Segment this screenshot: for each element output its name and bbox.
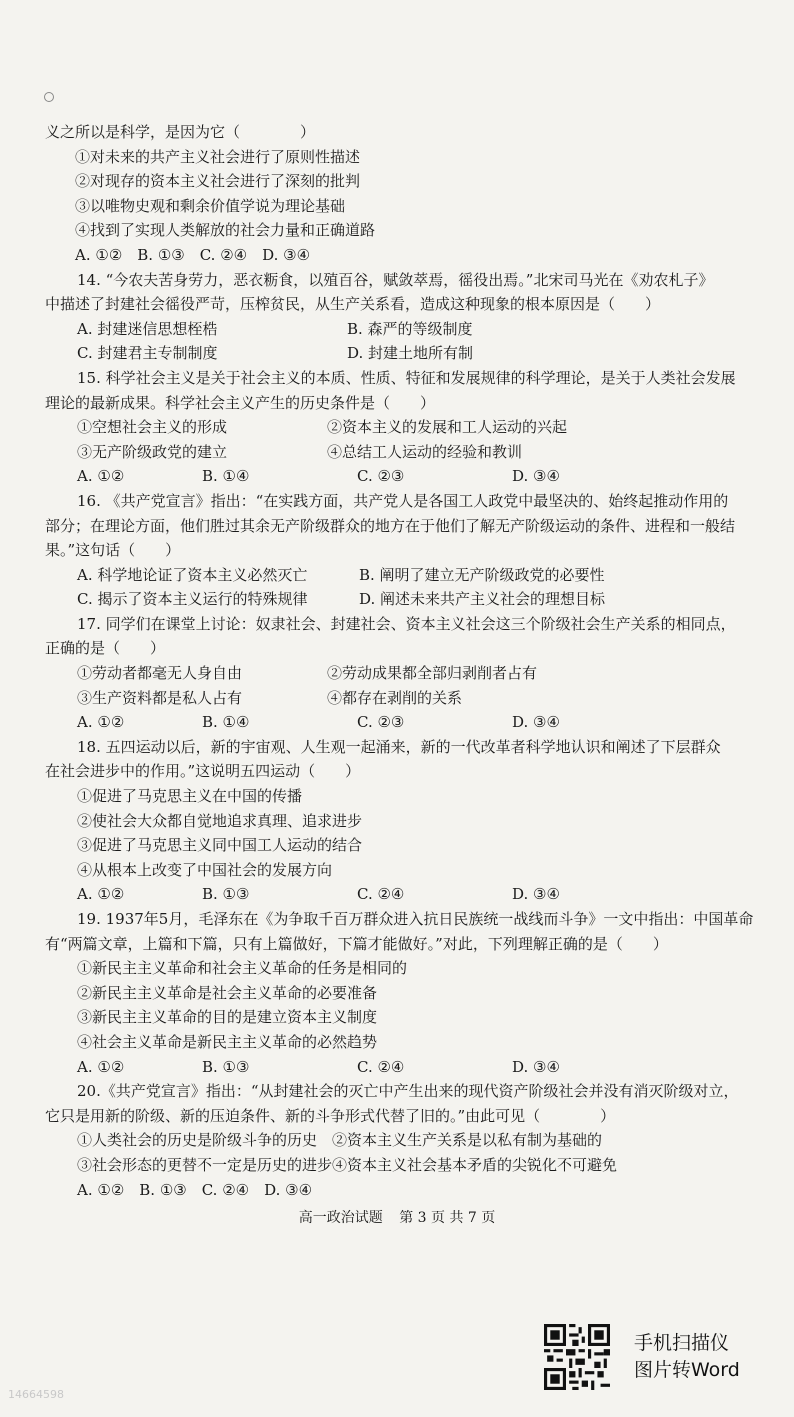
q14-options-row-1 [45, 317, 780, 342]
q18-options [45, 882, 780, 907]
q16-options-row-1 [45, 563, 780, 588]
page-footer [0, 1207, 794, 1227]
q15-option-b: B. ①④ [202, 467, 250, 486]
q14-options-row-2 [45, 341, 780, 366]
footer-exam-title: 高一政治试题 [298, 1210, 383, 1226]
q16-option-d: D. 阐述未来共产主义社会的理想目标 [359, 590, 606, 609]
q17-statements-row-1 [45, 661, 780, 686]
q16-options-row-2 [45, 587, 780, 612]
q20-statement-4: ④资本主义社会基本矛盾的尖锐化不可避免 [332, 1155, 618, 1174]
q20-statements-row-1 [45, 1128, 780, 1153]
q19-option-a: A. ①② [77, 1057, 125, 1076]
q15-statement-1: ①空想社会主义的形成 [77, 418, 228, 437]
q19-statement-4: ④社会主义革命是新民主主义革命的必然趋势 [77, 1032, 378, 1051]
q13-options: A. ①② B. ①③ C. ②④ D. ③④ [75, 245, 311, 264]
q20-statement-3: ③社会形态的更替不一定是历史的进步 [77, 1155, 333, 1174]
q18-statement-4: ④从根本上改变了中国社会的发展方向 [77, 860, 333, 879]
q15-statement-2: ②资本主义的发展和工人运动的兴起 [327, 418, 568, 437]
q14-option-a: A. 封建迷信思想桎梏 [77, 319, 218, 338]
question-14-stem-cont: 中描述了封建社会徭役严苛，压榨贫民，从生产关系看，造成这种现象的根本原因是（ ） [45, 295, 661, 314]
q20-statement-1: ①人类社会的历史是阶级斗争的历史 [77, 1131, 318, 1150]
q17-option-d: D. ③④ [512, 713, 560, 732]
q15-statement-4: ④总结工人运动的经验和教训 [327, 442, 523, 461]
q15-statements-row-1 [45, 415, 780, 440]
question-13-stem: 义之所以是科学，是因为它（ ） [45, 123, 316, 141]
q18-option-b: B. ①③ [202, 885, 250, 904]
q18-statement-2: ②使社会大众都自觉地追求真理、追求进步 [77, 811, 363, 830]
footer-page-number: 第 3 页 共 7 页 [399, 1210, 496, 1226]
q14-option-d: D. 封建土地所有制 [347, 344, 474, 363]
question-17-stem: 17. 同学们在课堂上讨论：奴隶社会、封建社会、资本主义社会这三个阶级社会生产关系的相同点， [77, 614, 736, 633]
exam-content [45, 120, 780, 1202]
question-14-stem: 14. “今农夫苦身劳力，恶衣粝食，以殖百谷，赋敛萃焉，徭役出焉。”北宋司马光在《劝农札子》 [77, 270, 714, 289]
scanner-watermark [634, 1330, 740, 1384]
question-15-stem-cont: 理论的最新成果。科学社会主义产生的历史条件是（ ） [45, 393, 436, 412]
q14-option-c: C. 封建君主专制制度 [77, 344, 218, 363]
question-20-stem: 20.《共产党宣言》指出：“从封建社会的灭亡中产生出来的现代资产阶级社会并没有消灭阶级对立， [77, 1082, 739, 1101]
q13-statement-3: ③以唯物史观和剩余价值学说为理论基础 [75, 196, 346, 215]
q17-option-b: B. ①④ [202, 713, 250, 732]
q17-statement-1: ①劳动者都毫无人身自由 [77, 664, 243, 683]
watermark-line-1: 手机扫描仪 [634, 1332, 730, 1354]
question-17-stem-cont: 正确的是（ ） [45, 639, 166, 658]
question-20-stem-cont: 它只是用新的阶级、新的压迫条件、新的斗争形式代替了旧的。”由此可见（ ） [45, 1106, 616, 1125]
question-16-stem-cont-2: 果。”这句话（ ） [45, 541, 181, 560]
question-19-stem: 19. 1937年5月，毛泽东在《为争取千百万群众进入抗日民族统一战线而斗争》一文中指出：中国革命 [77, 910, 754, 928]
question-19-stem-cont: 有“两篇文章，上篇和下篇，只有上篇做好，下篇才能做好。”对此，下列理解正确的是（ ） [45, 934, 668, 953]
q16-option-a: A. 科学地论证了资本主义必然灭亡 [77, 565, 308, 584]
q15-option-d: D. ③④ [512, 467, 560, 486]
q18-statement-1: ①促进了马克思主义在中国的传播 [77, 787, 303, 806]
q15-statement-3: ③无产阶级政党的建立 [77, 442, 228, 461]
q18-option-d: D. ③④ [512, 885, 560, 904]
q19-option-d: D. ③④ [512, 1057, 560, 1076]
q17-statement-4: ④都存在剥削的关系 [327, 688, 463, 707]
q17-options [45, 710, 780, 735]
q20-options: A. ①② B. ①③ C. ②④ D. ③④ [77, 1180, 313, 1199]
q15-options [45, 464, 780, 489]
q17-statements-row-2 [45, 686, 780, 711]
watermark-line-2: 图片转Word [634, 1359, 740, 1381]
q15-option-c: C. ②③ [357, 467, 405, 486]
q19-option-b: B. ①③ [202, 1057, 250, 1076]
q13-statement-4: ④找到了实现人类解放的社会力量和正确道路 [75, 221, 376, 240]
document-code: 14664598 [8, 1388, 64, 1401]
q15-option-a: A. ①② [77, 467, 125, 486]
q19-statement-1: ①新民主主义革命和社会主义革命的任务是相同的 [77, 959, 408, 978]
scan-speck [44, 92, 54, 102]
q17-statement-3: ③生产资料都是私人占有 [77, 688, 243, 707]
q18-statement-3: ③促进了马克思主义同中国工人运动的结合 [77, 836, 363, 855]
q13-statement-2: ②对现存的资本主义社会进行了深刻的批判 [75, 172, 361, 191]
qr-code-icon [544, 1324, 610, 1390]
q20-statements-row-2 [45, 1153, 780, 1178]
q18-option-c: C. ②④ [357, 885, 405, 904]
q18-option-a: A. ①② [77, 885, 125, 904]
q13-statement-1: ①对未来的共产主义社会进行了原则性描述 [75, 147, 361, 166]
q17-option-c: C. ②③ [357, 713, 405, 732]
question-16-stem: 16. 《共产党宣言》指出：“在实践方面，共产党人是各国工人政党中最坚决的、始终起推动作用的 [77, 491, 729, 510]
q16-option-b: B. 阐明了建立无产阶级政党的必要性 [359, 565, 605, 584]
question-15-stem: 15. 科学社会主义是关于社会主义的本质、性质、特征和发展规律的科学理论，是关于人类社会发展 [77, 368, 736, 387]
q19-statement-3: ③新民主主义革命的目的是建立资本主义制度 [77, 1008, 378, 1027]
q19-statement-2: ②新民主主义革命是社会主义革命的必要准备 [77, 983, 378, 1002]
q17-statement-2: ②劳动成果都全部归剥削者占有 [327, 664, 538, 683]
question-16-stem-cont-1: 部分；在理论方面，他们胜过其余无产阶级群众的地方在于他们了解无产阶级运动的条件、进程和一般结 [45, 516, 736, 535]
q19-option-c: C. ②④ [357, 1057, 405, 1076]
q17-option-a: A. ①② [77, 713, 125, 732]
q15-statements-row-2 [45, 440, 780, 465]
q14-option-b: B. 森严的等级制度 [347, 319, 473, 338]
q20-statement-2: ②资本主义生产关系是以私有制为基础的 [332, 1131, 603, 1150]
q16-option-c: C. 揭示了资本主义运行的特殊规律 [77, 590, 308, 609]
question-18-stem-cont: 在社会进步中的作用。”这说明五四运动（ ） [45, 762, 361, 781]
question-18-stem: 18. 五四运动以后，新的宇宙观、人生观一起涌来，新的一代改革者科学地认识和阐述了下层群众 [77, 737, 721, 756]
q19-options [45, 1055, 780, 1080]
